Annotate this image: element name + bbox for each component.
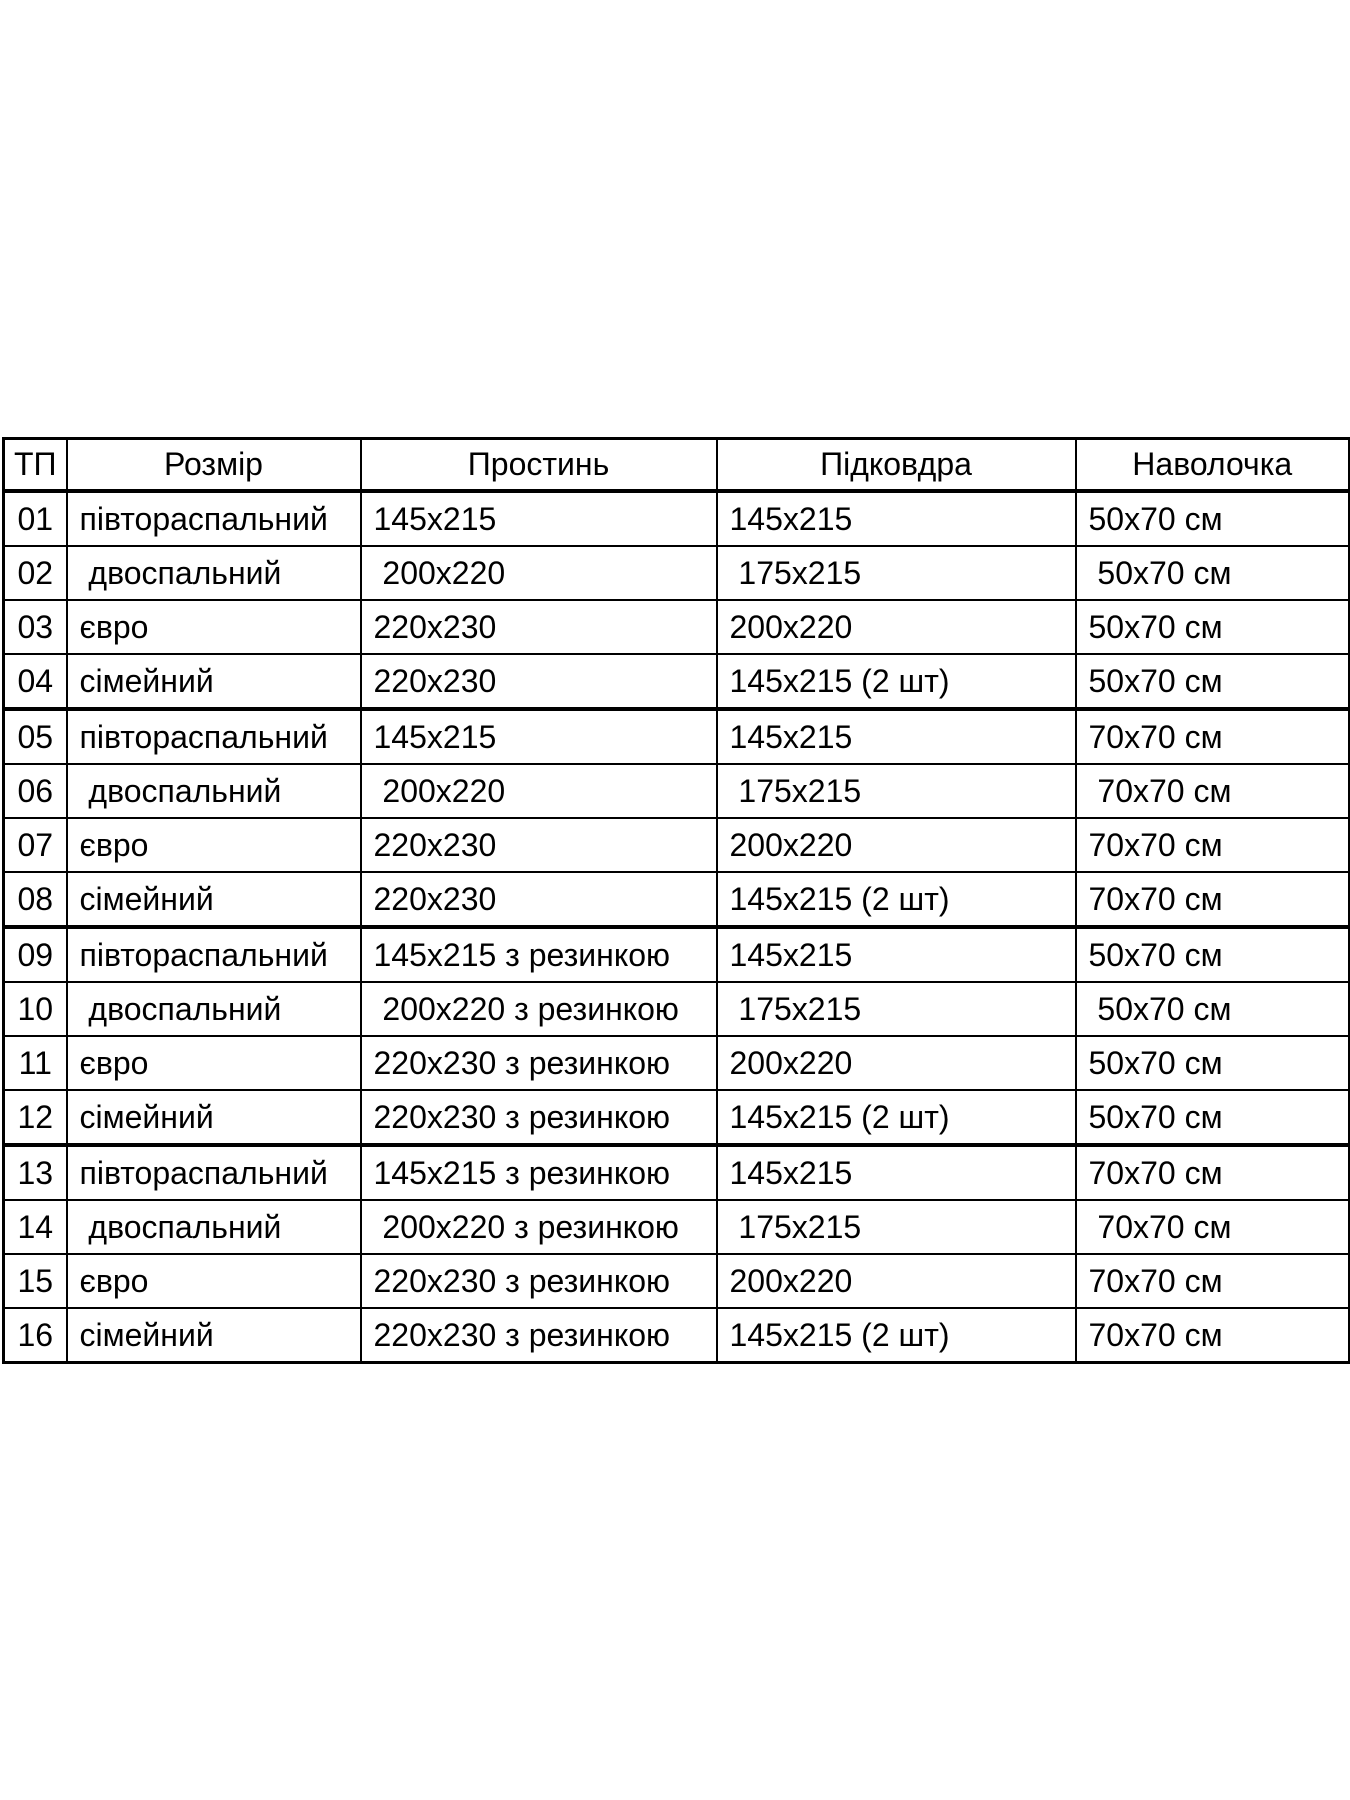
cell-tp: 09 — [4, 927, 67, 982]
cell-size: сімейний — [67, 1308, 361, 1363]
table-row — [4, 818, 1350, 872]
col-header-duvet: Підковдра — [717, 439, 1076, 492]
cell-sheet: 200х220 — [361, 764, 717, 818]
table-row — [4, 600, 1350, 654]
cell-size: сімейний — [67, 872, 361, 927]
cell-pillow: 50х70 см — [1076, 654, 1350, 709]
cell-sheet: 145х215 з резинкою — [361, 1145, 717, 1200]
table-row — [4, 872, 1350, 927]
col-header-sheet: Простинь — [361, 439, 717, 492]
cell-size: півтораспальний — [67, 491, 361, 546]
cell-size: сімейний — [67, 1090, 361, 1145]
table-row — [4, 927, 1350, 982]
cell-duvet: 200х220 — [717, 1254, 1076, 1308]
cell-duvet: 145х215 (2 шт) — [717, 872, 1076, 927]
cell-duvet: 145х215 — [717, 491, 1076, 546]
table-row — [4, 1308, 1350, 1363]
cell-duvet: 175х215 — [717, 764, 1076, 818]
cell-pillow: 50х70 см — [1076, 546, 1350, 600]
cell-size: двоспальний — [67, 546, 361, 600]
cell-tp: 11 — [4, 1036, 67, 1090]
table-row — [4, 1145, 1350, 1200]
cell-sheet: 220х230 — [361, 872, 717, 927]
cell-size: євро — [67, 1254, 361, 1308]
cell-pillow: 50х70 см — [1076, 1036, 1350, 1090]
cell-duvet: 145х215 (2 шт) — [717, 1090, 1076, 1145]
cell-tp: 12 — [4, 1090, 67, 1145]
table-header — [4, 439, 1350, 492]
cell-duvet: 145х215 (2 шт) — [717, 1308, 1076, 1363]
cell-size: півтораспальний — [67, 927, 361, 982]
cell-pillow: 70х70 см — [1076, 1145, 1350, 1200]
cell-sheet: 145х215 — [361, 491, 717, 546]
table-body — [4, 491, 1350, 1363]
col-header-tp: ТП — [4, 439, 67, 492]
cell-sheet: 220х230 з резинкою — [361, 1090, 717, 1145]
cell-pillow: 70х70 см — [1076, 872, 1350, 927]
cell-sheet: 220х230 — [361, 818, 717, 872]
table-row — [4, 546, 1350, 600]
cell-tp: 07 — [4, 818, 67, 872]
cell-tp: 15 — [4, 1254, 67, 1308]
cell-pillow: 50х70 см — [1076, 600, 1350, 654]
cell-tp: 16 — [4, 1308, 67, 1363]
cell-tp: 03 — [4, 600, 67, 654]
cell-sheet: 145х215 — [361, 709, 717, 764]
table-row — [4, 1254, 1350, 1308]
cell-tp: 02 — [4, 546, 67, 600]
cell-duvet: 200х220 — [717, 600, 1076, 654]
cell-duvet: 145х215 — [717, 1145, 1076, 1200]
table-row — [4, 654, 1350, 709]
cell-sheet: 220х230 з резинкою — [361, 1254, 717, 1308]
cell-pillow: 70х70 см — [1076, 818, 1350, 872]
header-row — [4, 439, 1350, 492]
cell-pillow: 70х70 см — [1076, 1254, 1350, 1308]
cell-duvet: 200х220 — [717, 1036, 1076, 1090]
cell-size: євро — [67, 818, 361, 872]
cell-duvet: 145х215 — [717, 709, 1076, 764]
cell-tp: 13 — [4, 1145, 67, 1200]
col-header-pillow: Наволочка — [1076, 439, 1350, 492]
cell-size: півтораспальний — [67, 709, 361, 764]
cell-tp: 04 — [4, 654, 67, 709]
cell-size: сімейний — [67, 654, 361, 709]
cell-tp: 06 — [4, 764, 67, 818]
cell-size: євро — [67, 600, 361, 654]
cell-sheet: 220х230 з резинкою — [361, 1036, 717, 1090]
cell-sheet: 220х230 — [361, 654, 717, 709]
cell-pillow: 70х70 см — [1076, 1308, 1350, 1363]
table-row — [4, 491, 1350, 546]
cell-size: двоспальний — [67, 1200, 361, 1254]
cell-tp: 05 — [4, 709, 67, 764]
cell-pillow: 50х70 см — [1076, 927, 1350, 982]
cell-sheet: 200х220 з резинкою — [361, 982, 717, 1036]
table-row — [4, 709, 1350, 764]
cell-size: півтораспальний — [67, 1145, 361, 1200]
cell-duvet: 175х215 — [717, 546, 1076, 600]
table-row — [4, 764, 1350, 818]
cell-pillow: 50х70 см — [1076, 1090, 1350, 1145]
cell-duvet: 200х220 — [717, 818, 1076, 872]
cell-duvet: 175х215 — [717, 982, 1076, 1036]
cell-pillow: 50х70 см — [1076, 982, 1350, 1036]
cell-sheet: 220х230 з резинкою — [361, 1308, 717, 1363]
cell-duvet: 175х215 — [717, 1200, 1076, 1254]
table-row — [4, 1036, 1350, 1090]
cell-duvet: 145х215 (2 шт) — [717, 654, 1076, 709]
cell-tp: 14 — [4, 1200, 67, 1254]
cell-size: євро — [67, 1036, 361, 1090]
cell-pillow: 50х70 см — [1076, 491, 1350, 546]
cell-duvet: 145х215 — [717, 927, 1076, 982]
table-row — [4, 1090, 1350, 1145]
cell-size: двоспальний — [67, 982, 361, 1036]
table-row — [4, 1200, 1350, 1254]
cell-sheet: 220х230 — [361, 600, 717, 654]
bedding-size-table — [2, 437, 1350, 1364]
table-row — [4, 982, 1350, 1036]
cell-pillow: 70х70 см — [1076, 764, 1350, 818]
cell-size: двоспальний — [67, 764, 361, 818]
cell-pillow: 70х70 см — [1076, 709, 1350, 764]
cell-tp: 01 — [4, 491, 67, 546]
cell-sheet: 200х220 з резинкою — [361, 1200, 717, 1254]
col-header-size: Розмір — [67, 439, 361, 492]
cell-tp: 08 — [4, 872, 67, 927]
cell-tp: 10 — [4, 982, 67, 1036]
cell-pillow: 70х70 см — [1076, 1200, 1350, 1254]
cell-sheet: 145х215 з резинкою — [361, 927, 717, 982]
cell-sheet: 200х220 — [361, 546, 717, 600]
